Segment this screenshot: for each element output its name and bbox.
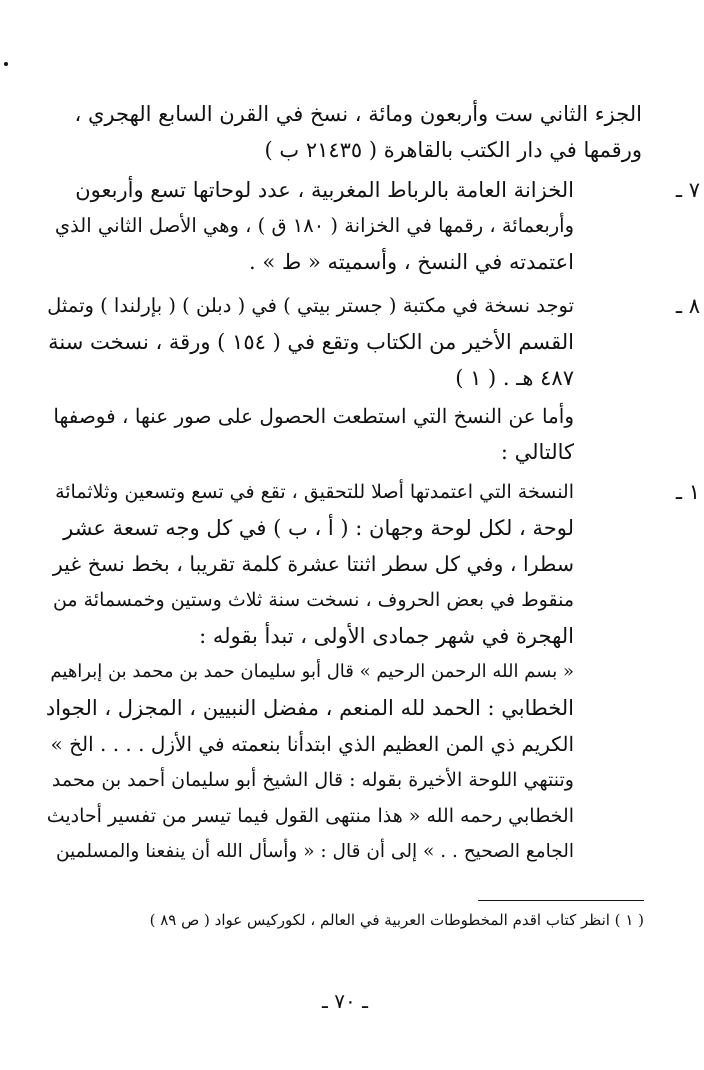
paragraph-intro (44, 398, 574, 470)
item-number-8: ٨ ـ (675, 294, 700, 318)
list-item-7 (44, 172, 574, 280)
text-line: الخطابي : الحمد لله المنعم ، مفضل النبيين ، المجزل ، الجواد (45, 696, 574, 720)
text-line: وأربعمائة ، رقمها في الخزانة ( ١٨٠ ق ) ، وهي الأصل الثاني الذي (54, 214, 574, 237)
text-line: اعتمدته في النسخ ، وأسميته « ط » . (249, 250, 574, 274)
list-item-8 (44, 288, 574, 396)
list-item-1 (44, 474, 574, 654)
edge-mark (4, 62, 8, 66)
text-line: وتنتهي اللوحة الأخيرة بقوله : قال الشيخ أبو سليمان أحمد بن محمد (51, 769, 574, 791)
text-line: سطرا ، وفي كل سطر اثنتا عشرة كلمة تقريبا ، بخط نسخ غير (52, 552, 574, 576)
text-line: توجد نسخة في مكتبة ( جستر بيتي ) في ( دبلن ) ( بإرلندا ) وتمثل (47, 294, 574, 317)
paragraph-quotation (44, 654, 574, 870)
paragraph-continuation (66, 96, 642, 168)
text-line: النسخة التي اعتمدتها أصلا للتحقيق ، تقع في تسع وتسعين وثلاثمائة (55, 481, 574, 503)
page-number: ـ ٧٠ ـ (322, 989, 368, 1013)
text-line: الكريم ذي المن العظيم الذي ابتدأنا بنعمته في الأزل . . . . الخ » (50, 732, 574, 756)
text-line: وأما عن النسخ التي استطعت الحصول على صور عنها ، فوصفها (53, 404, 574, 428)
text-line: منقوط في بعض الحروف ، نسخت سنة ثلاث وستين وخمسمائة من (52, 589, 574, 611)
item-number-7: ٧ ـ (675, 178, 700, 202)
text-line: الخزانة العامة بالرباط المغربية ، عدد لوحاتها تسع وأربعون (75, 178, 574, 202)
text-line: الهجرة في شهر جمادى الأولى ، تبدأ بقوله : (199, 624, 574, 648)
text-line: ٤٨٧ هـ . ( ١ ) (455, 366, 574, 390)
footnote-divider (478, 900, 644, 901)
text-line: الجامع الصحيح . . » إلى أن قال : « وأسأل الله أن ينفعنا والمسلمين (55, 841, 574, 862)
text-line: « بسم الله الرحمن الرحيم » قال أبو سليمان حمد بن محمد بن إبراهيم (50, 661, 574, 682)
item-number-1: ١ ـ (675, 480, 700, 504)
text-line: ورقمها في دار الكتب بالقاهرة ( ٢١٤٣٥ ب ) (264, 138, 642, 162)
text-line: كالتالي : (500, 440, 574, 464)
footnote: ( ١ ) انظر كتاب اقدم المخطوطات العربية في العالم ، لكوركيس عواد ( ص ٨٩ ) (149, 911, 644, 929)
text-line: الخطابي رحمه الله « هذا منتهى القول فيما تيسر من تفسير أحاديث (46, 805, 574, 827)
text-line: لوحة ، لكل لوحة وجهان : ( أ ، ب ) في كل وجه تسعة عشر (63, 516, 574, 540)
text-line: الجزء الثاني ست وأربعون ومائة ، نسخ في القرن السابع الهجري ، (74, 102, 642, 126)
text-line: القسم الأخير من الكتاب وتقع في ( ١٥٤ ) ورقة ، نسخت سنة (48, 330, 574, 354)
